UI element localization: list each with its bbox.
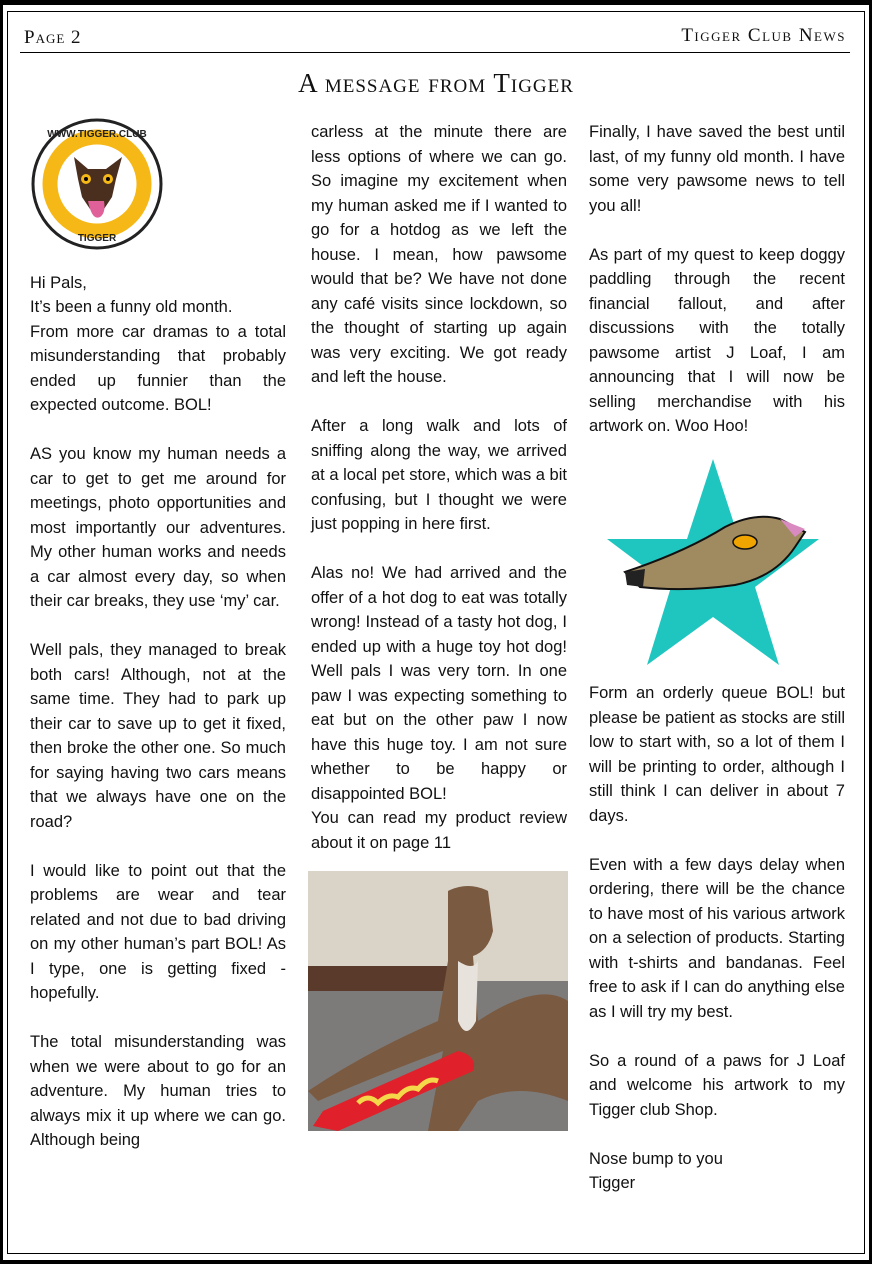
paragraph: Form an orderly queue BOL! but please be patient as stocks are still low to start with, so a lot of them I will be printing to order, although I still think I can deliver in about 7 days. — [589, 684, 845, 825]
paragraph: Even with a few days delay when ordering, there will be the chance to have most of his various artwork on a selection of products. Starting with t-shirts and bandanas. Feel free to ask if I can do anything else as I will try my best. — [589, 855, 845, 1021]
dog-with-hotdog-toy-photo — [308, 871, 568, 1131]
column-3 — [589, 120, 845, 1196]
column-2 — [311, 120, 567, 1131]
header-rule — [20, 52, 850, 53]
paragraph: Well pals, they managed to break both cars! Although, not at the same time. They had to park up their car to save up to get it fixed, then broke the other one. So much for saying having two cars means that we always have one on the road? — [30, 641, 286, 831]
page-number: Page 2 — [24, 27, 82, 48]
paragraph: After a long walk and lots of sniffing along the way, we arrived at a local pet store, which was a bit confusing, but I thought we were just popping in here first. — [311, 417, 567, 533]
svg-text:TIGGER: TIGGER — [77, 233, 117, 244]
paragraph: As part of my quest to keep doggy paddling through the recent financial fallout, and after discussions with the totally pawsome artist J Loaf, I am announcing that I will now be selling merchandise with his artwork on. Woo Hoo! — [589, 245, 845, 435]
product-review-reference: You can read my product review about it on page 11 — [311, 809, 567, 852]
tigger-club-logo-icon — [30, 117, 164, 251]
paragraph: Alas no! We had arrived and the offer of a hot dog to eat was totally wrong! Instead of a tasty hot dog, I ended up with a huge toy hot dog! Well pals I was very torn. In one paw I was expecting something to eat but on the other paw I now have this huge toy. I am not sure whether to be happy or disappointed BOL! — [311, 564, 567, 803]
greyhound-star-artwork-icon — [605, 457, 821, 667]
paragraph: I would like to point out that the problems are wear and tear related and not due to bad driving on my other human’s part BOL! As I type, one is getting fixed - hopefully. — [30, 861, 286, 1002]
signature: Tigger — [589, 1174, 636, 1192]
greeting: Hi Pals, — [30, 273, 87, 292]
paragraph: AS you know my human needs a car to get to get me around for meetings, photo opportunities and most importantly our adventures. My other human works and needs a car almost every day, so when their car breaks, they use ‘my’ car. — [30, 445, 286, 610]
sign-off: Nose bump to you — [589, 1149, 723, 1168]
paragraph: The total misunderstanding was when we were about to go for an adventure. My human tries to always mix it up where we can go. Although being — [30, 1033, 286, 1149]
paragraph: Finally, I have saved the best until last, of my funny old month. I have some very pawsome news to tell you all! — [589, 123, 845, 215]
column-1 — [30, 120, 286, 1177]
svg-text:WWW.TIGGER.CLUB: WWW.TIGGER.CLUB — [47, 129, 147, 140]
paragraph: It’s been a funny old month. — [30, 298, 233, 316]
paragraph: carless at the minute there are less options of where we can go. So imagine my excitement when my human asked me if I wanted to go for a hotdog as we left the house. I mean, how pawsome would that be? We have not done any café visits since lockdown, so the thought of starting up again was very exciting. We got ready and left the house. — [311, 123, 567, 386]
paragraph: So a round of a paws for J Loaf and welcome his artwork to my Tigger club Shop. — [589, 1051, 845, 1119]
paragraph: From more car dramas to a total misunderstanding that probably ended up funnier than the expected outcome. BOL! — [30, 322, 286, 414]
publication-name: Tigger Club News — [681, 25, 846, 46]
article-title: A message from Tigger — [298, 68, 574, 98]
